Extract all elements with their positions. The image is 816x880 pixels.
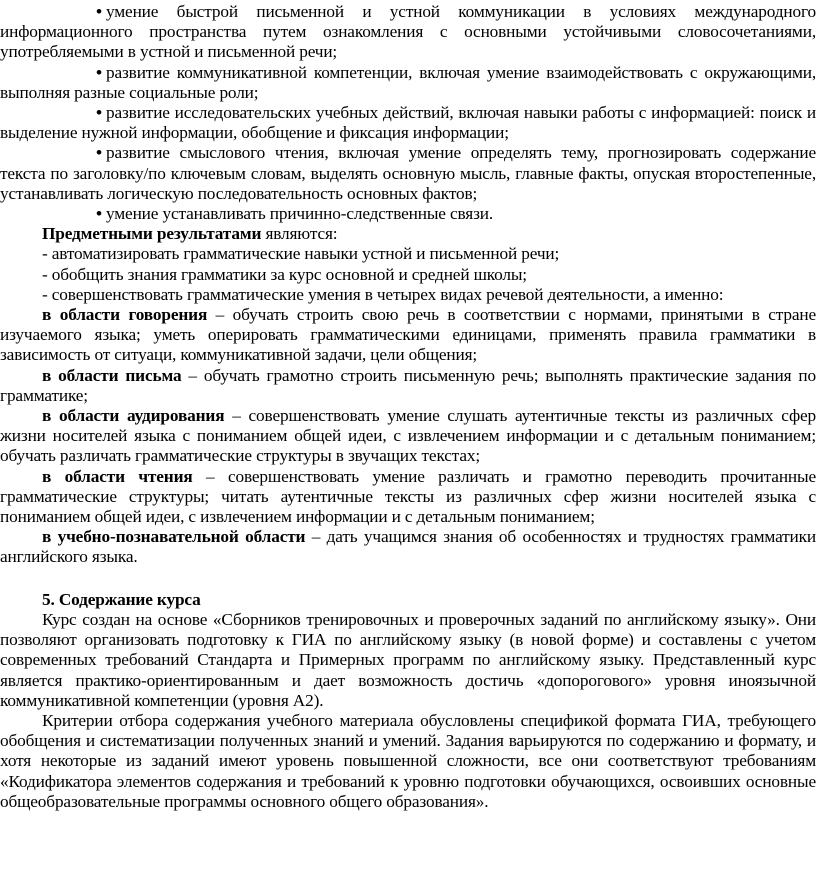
- subject-results-item: - совершенствовать грамматические умения в четырех видах речевой деятельности, а именно:: [42, 284, 724, 304]
- subject-results-heading: [0, 224, 816, 244]
- bullet-text: развитие смыслового чтения, включая умение определять тему, прогнозировать содержание текста по заголовку/по ключевым словам, выделять основную мысль, главные факты, опуская второстепенные, устанавливать логическую последовательность основных фактов;: [0, 143, 816, 203]
- bullet-item: [0, 103, 816, 143]
- bullet-item: [0, 63, 816, 103]
- subject-results-item: - обобщить знания грамматики за курс основной и средней школы;: [42, 264, 527, 284]
- area-text: – обучать строить свою речь в соответствии с нормами, принятыми в стране изучаемого языка; уметь оперировать грамматическими единицами, применять правила грамматики в зависимость от ситуаци, коммуникативной задачи, цели общения;: [0, 305, 816, 365]
- subject-results-tail: являются:: [261, 224, 338, 244]
- section-paragraph: Курс создан на основе «Сборников тренировочных и проверочных заданий по английскому языку». Они позволяют организовать подготовку к ГИА по английскому языку (в новой форме) и составлены с учетом современных требований Стандарта и Примерных программ по английскому языку. Представленный курс является практико-ориентированным и дает возможность достичь «допорогового» уровня иноязычной коммуникативной компетенции (уровня А2).: [0, 609, 816, 710]
- subject-results-title: Предметными результатами: [42, 224, 262, 244]
- bullet-icon: •: [96, 62, 102, 82]
- bullet-text: развитие коммуникативной компетенции, включая умение взаимодействовать с окружающими, выполняя разные социальные роли;: [0, 62, 816, 102]
- area-title: в области говорения: [42, 305, 208, 325]
- area-listening: [0, 406, 816, 467]
- bullet-icon: •: [96, 2, 102, 21]
- area-title: в области аудирования: [42, 406, 225, 426]
- bullet-icon: •: [96, 143, 102, 163]
- section-paragraph: Критерии отбора содержания учебного материала обусловлены спецификой формата ГИА, требующего обобщения и систематизации полученных знаний и умений. Задания варьируются по содержанию и формату, и хотя некоторые из заданий имеют уровень повышенной сложности, все они соответствуют требованиям «Кодификатора элементов содержания и требований к уровню подготовки обучающихся, освоивших основные общеобразовательные программы основного общего образования».: [0, 710, 816, 811]
- spacer: [0, 568, 816, 590]
- area-title: в области письма: [42, 365, 182, 385]
- bullet-text: развитие исследовательских учебных действий, включая навыки работы с информацией: поиск и выделение нужной информации, обобщение и фиксация информации;: [0, 103, 816, 143]
- area-speaking: [0, 305, 816, 366]
- bullet-icon: •: [96, 103, 102, 123]
- area-title: в области чтения: [42, 466, 193, 486]
- section-heading: [0, 590, 816, 610]
- area-title: в учебно-познавательной области: [42, 527, 306, 547]
- bullet-icon: •: [96, 204, 102, 224]
- bullet-text: умение быстрой письменной и устной коммуникации в условиях международного информационного пространства путем ознакомления с основными устойчивыми словосочетаниями, употребляемыми в устной и письменной речи;: [0, 2, 816, 62]
- area-text: – дать учащимся знания об особенностях и трудностях грамматики английского языка.: [0, 527, 816, 567]
- area-text: – обучать грамотно строить письменную речь; выполнять практические задания по грамматике;: [0, 365, 816, 405]
- subject-results-item: - автоматизировать грамматические навыки устной и письменной речи;: [42, 244, 560, 264]
- section-title: 5. Содержание курса: [42, 589, 201, 609]
- area-cognitive: [0, 527, 816, 567]
- area-writing: [0, 366, 816, 406]
- bullet-item: [0, 2, 816, 63]
- bullet-text: умение устанавливать причинно-следственные связи.: [106, 204, 494, 224]
- area-reading: [0, 467, 816, 528]
- area-text: – совершенствовать умение слушать аутентичные тексты из различных сфер жизни носителей языка с пониманием общей идеи, с извлечением информации и с детальным пониманием; обучать различать грамматические структуры в звучащих текстах;: [0, 406, 816, 466]
- bullet-item: [0, 143, 816, 204]
- area-text: – совершенствовать умение различать и грамотно переводить прочитанные грамматические структуры; читать аутентичные тексты из различных сфер жизни носителей языка с пониманием общей идеи, с извлечением информации и с детальным пониманием;: [0, 466, 816, 527]
- bullet-item: [0, 204, 816, 224]
